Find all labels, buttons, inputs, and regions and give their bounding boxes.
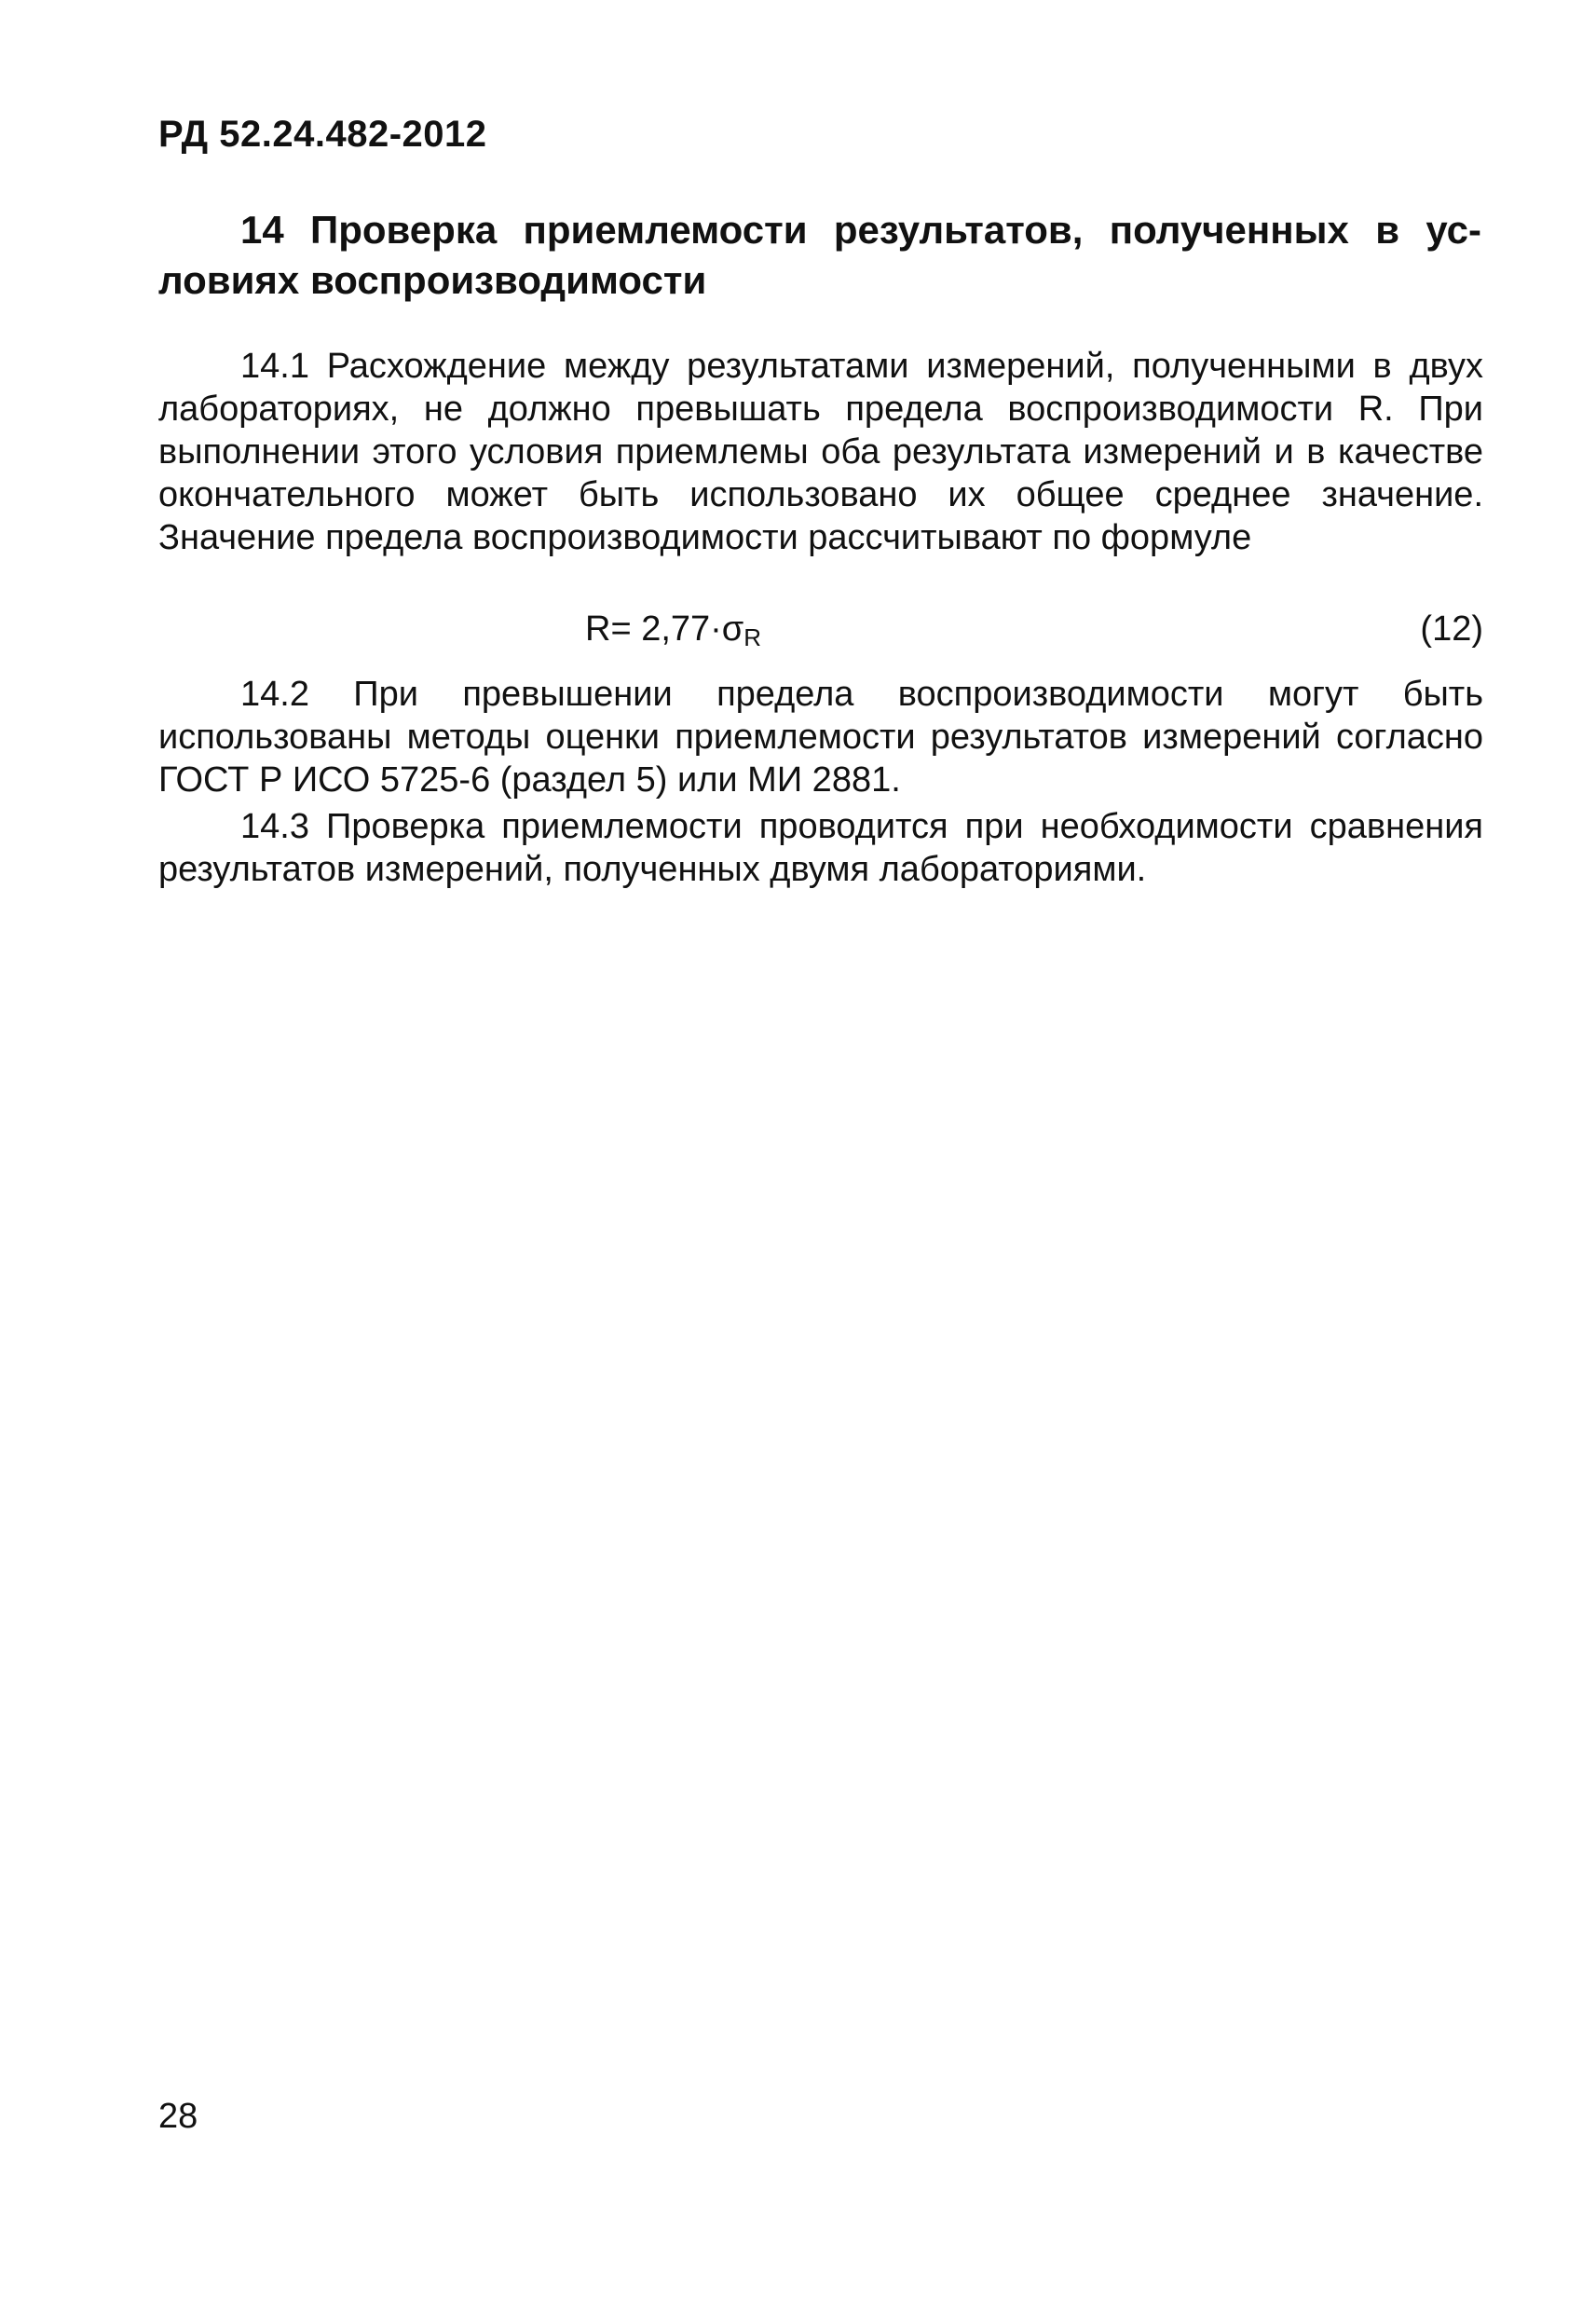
section-heading-line-2: ловиях воспроизводимости	[158, 258, 707, 302]
formula-12	[585, 608, 761, 659]
section-heading	[158, 205, 1481, 306]
paragraph-14-3: 14.3 Проверка приемлемости проводится при необходимости сравнения результатов измерений, полученных двумя лабораториями.	[158, 807, 1483, 889]
paragraph-14-2: 14.2 При превышении предела воспроизводимости могут быть использованы методы оценки приемлемости результатов измерений согласно ГОСТ Р ИСО 5725-6 (раздел 5) или МИ 2881.	[158, 675, 1483, 800]
section-heading-line-1: 14 Проверка приемлемости результатов, полученных в ус-	[240, 208, 1481, 252]
formula-number: (12)	[1420, 609, 1483, 649]
page-number: 28	[158, 2097, 198, 2136]
formula-expression: R= 2,77·σ	[585, 609, 744, 649]
clause-14-1	[158, 345, 1483, 559]
formula-subscript: R	[743, 623, 762, 651]
formula-row	[158, 608, 1483, 650]
clause-14-2	[158, 673, 1483, 801]
clause-14-3	[158, 805, 1483, 891]
document-code: РД 52.24.482-2012	[158, 114, 487, 155]
paragraph-14-1: 14.1 Расхождение между результатами измерений, полученными в двух лабораториях, не должно превышать предела воспроизводимости R. При выполнении этого условия приемлемы оба результата измерений и в качестве окончательного может быть использовано их общее среднее значение. Значение предела воспроизводимости рассчитывают по формуле	[158, 347, 1483, 557]
